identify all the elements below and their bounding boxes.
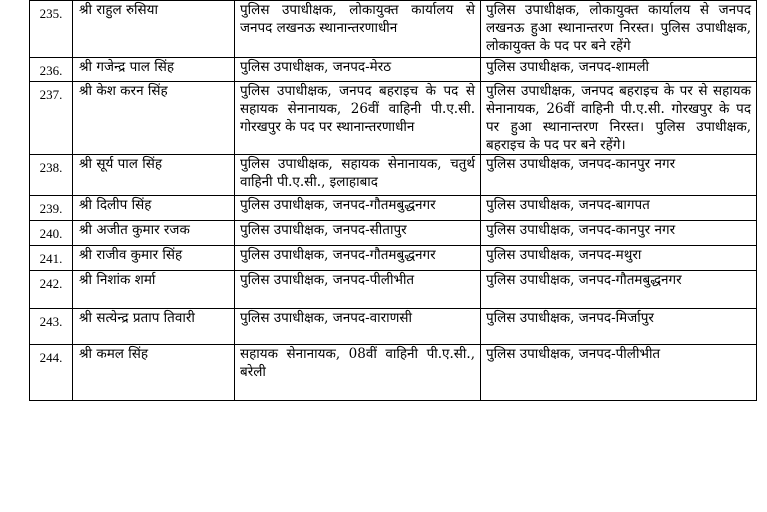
current-posting: पुलिस उपाधीक्षक, जनपद-पीलीभीत: [235, 271, 481, 309]
new-posting: पुलिस उपाधीक्षक, जनपद-गौतमबुद्धनगर: [481, 271, 757, 309]
current-posting: सहायक सेनानायक, 08वीं वाहिनी पी.ए.सी., बरेली: [235, 345, 481, 401]
serial-number: 241.: [30, 246, 73, 271]
current-posting: पुलिस उपाधीक्षक, सहायक सेनानायक, चतुर्थ वाहिनी पी.ए.सी., इलाहाबाद: [235, 155, 481, 196]
new-posting: पुलिस उपाधीक्षक, जनपद-कानपुर नगर: [481, 155, 757, 196]
table-row: [30, 221, 757, 246]
officer-name: श्री दिलीप सिंह: [73, 196, 235, 221]
new-posting: पुलिस उपाधीक्षक, जनपद-बागपत: [481, 196, 757, 221]
current-posting: पुलिस उपाधीक्षक, जनपद-सीतापुर: [235, 221, 481, 246]
serial-number: 242.: [30, 271, 73, 309]
table-row: [30, 58, 757, 82]
current-posting: पुलिस उपाधीक्षक, जनपद बहराइच के पद से सहायक सेनानायक, 26वीं वाहिनी पी.ए.सी. गोरखपुर के पद पर स्थानान्तरणाधीन: [235, 82, 481, 155]
table-row: [30, 271, 757, 309]
current-posting: पुलिस उपाधीक्षक, जनपद-गौतमबुद्धनगर: [235, 246, 481, 271]
serial-number: 243.: [30, 309, 73, 345]
table-row: [30, 155, 757, 196]
serial-number: 240.: [30, 221, 73, 246]
officer-name: श्री सूर्य पाल सिंह: [73, 155, 235, 196]
table-row: [30, 1, 757, 58]
serial-number: 235.: [30, 1, 73, 58]
new-posting: पुलिस उपाधीक्षक, लोकायुक्त कार्यालय से जनपद लखनऊ हुआ स्थानान्तरण निरस्त। पुलिस उपाधीक्षक, लोकायुक्त के पद पर बने रहेंगे: [481, 1, 757, 58]
serial-number: 237.: [30, 82, 73, 155]
officer-name: श्री अजीत कुमार रजक: [73, 221, 235, 246]
new-posting: पुलिस उपाधीक्षक, जनपद-मथुरा: [481, 246, 757, 271]
new-posting: पुलिस उपाधीक्षक, जनपद बहराइच के पर से सहायक सेनानायक, 26वीं वाहिनी पी.ए.सी. गोरखपुर के पद पर हुआ स्थानान्तरण निरस्त। पुलिस उपाधीक्षक, बहराइच के पद पर बने रहेंगे।: [481, 82, 757, 155]
table-row: [30, 309, 757, 345]
current-posting: पुलिस उपाधीक्षक, लोकायुक्त कार्यालय से जनपद लखनऊ स्थानान्तरणाधीन: [235, 1, 481, 58]
serial-number: 236.: [30, 58, 73, 82]
officer-name: श्री निशांक शर्मा: [73, 271, 235, 309]
new-posting: पुलिस उपाधीक्षक, जनपद-पीलीभीत: [481, 345, 757, 401]
officer-name: श्री केश करन सिंह: [73, 82, 235, 155]
table-row: [30, 345, 757, 401]
officer-name: श्री गजेन्द्र पाल सिंह: [73, 58, 235, 82]
serial-number: 244.: [30, 345, 73, 401]
table-row: [30, 246, 757, 271]
table-row: [30, 196, 757, 221]
transfer-table: [29, 0, 757, 401]
officer-name: श्री सत्येन्द्र प्रताप तिवारी: [73, 309, 235, 345]
new-posting: पुलिस उपाधीक्षक, जनपद-शामली: [481, 58, 757, 82]
current-posting: पुलिस उपाधीक्षक, जनपद-वाराणसी: [235, 309, 481, 345]
officer-name: श्री कमल सिंह: [73, 345, 235, 401]
officer-name: श्री राहुल रुसिया: [73, 1, 235, 58]
new-posting: पुलिस उपाधीक्षक, जनपद-मिर्जापुर: [481, 309, 757, 345]
current-posting: पुलिस उपाधीक्षक, जनपद-मेरठ: [235, 58, 481, 82]
table-row: [30, 82, 757, 155]
serial-number: 239.: [30, 196, 73, 221]
serial-number: 238.: [30, 155, 73, 196]
new-posting: पुलिस उपाधीक्षक, जनपद-कानपुर नगर: [481, 221, 757, 246]
current-posting: पुलिस उपाधीक्षक, जनपद-गौतमबुद्धनगर: [235, 196, 481, 221]
officer-name: श्री राजीव कुमार सिंह: [73, 246, 235, 271]
